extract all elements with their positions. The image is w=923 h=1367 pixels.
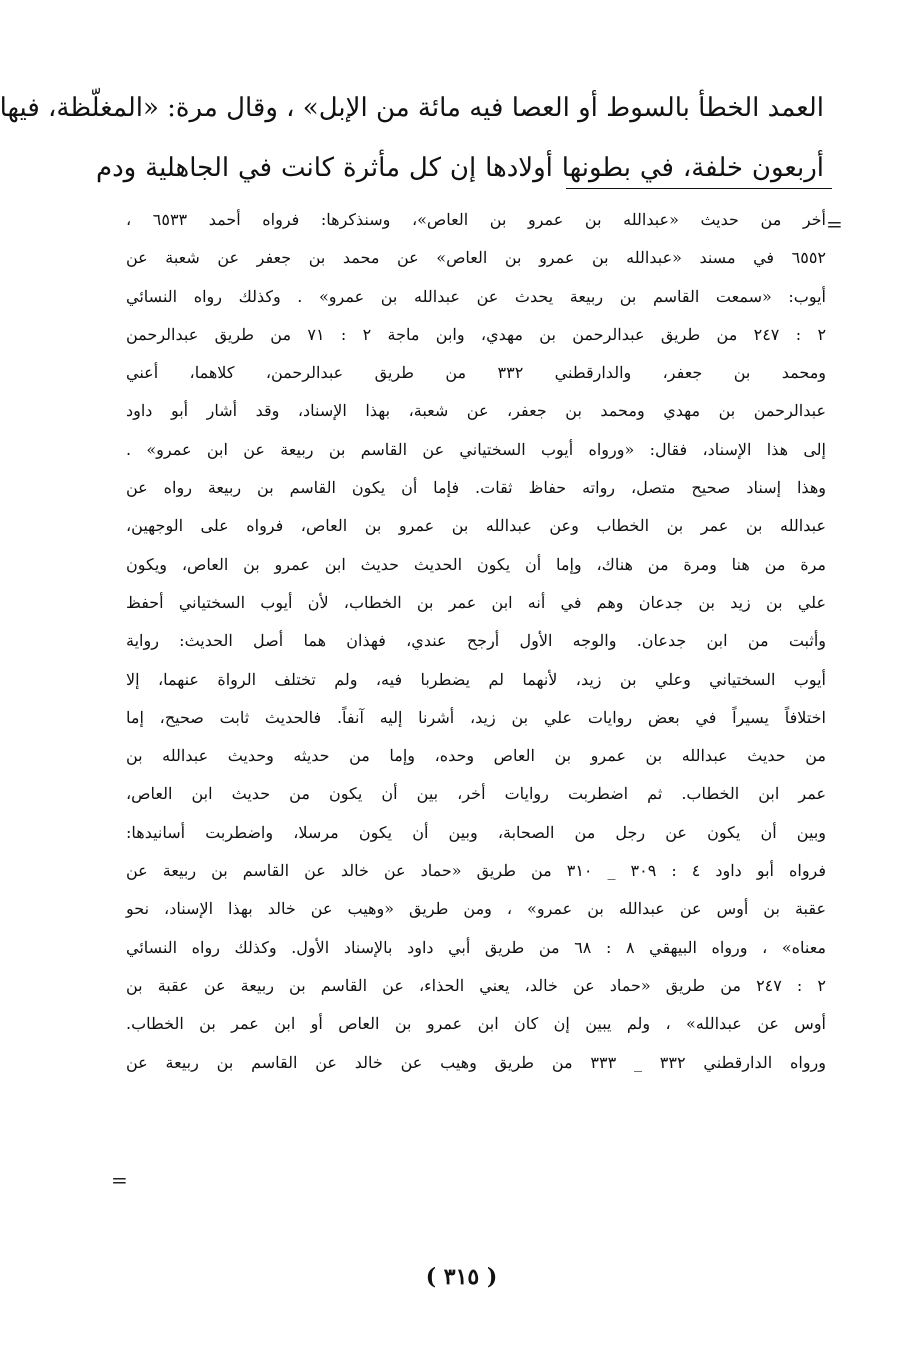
- footnote-line: من حديث عبدالله بن عمرو بن العاص وحده، وإما من حديثه وحديث عبدالله بن: [126, 746, 826, 766]
- footnote-line: عبدالله بن عمر بن الخطاب وعن عبدالله بن عمرو بن العاص، فرواه على الوجهين،: [126, 516, 826, 536]
- footnote-line: وبين أن يكون عن رجل من الصحابة، وبين أن يكون مرسلا، واضطربت أسانيدها:: [126, 822, 826, 842]
- footnote-line: عقبة بن أوس عن عبدالله بن عمرو» ، ومن طريق «وهيب عن خالد بهذا الإسناد، نحو: [126, 899, 826, 919]
- footnote-line: ٢ : ٢٤٧ من طريق عبدالرحمن بن مهدي، وابن ماجة ٢ : ٧١ من طريق عبدالرحمن: [126, 324, 827, 344]
- footnote-line: معناه» ، ورواه البيهقي ٨ : ٦٨ من طريق أبي داود بالإسناد الأول. وكذلك رواه النسائي: [126, 937, 827, 957]
- footnote-line: وهذا إسناد صحيح متصل، رواته حفاظ ثقات. فإما أن يكون القاسم بن ربيعة رواه عن: [126, 478, 826, 498]
- footnote-line: اختلافاً يسيراً في بعض روايات علي بن زيد، أشرنا إليه آنفاً. فالحديث ثابت صحيح، إما: [126, 707, 826, 727]
- footnote-line: عبدالرحمن بن مهدي ومحمد بن جعفر، عن شعبة، بهذا الإسناد، وقد أشار أبو داود: [126, 401, 826, 421]
- footnote-line: ورواه الدارقطني ٣٣٢ _ ٣٣٣ من طريق وهيب عن خالد عن القاسم بن ربيعة عن: [126, 1052, 827, 1072]
- main-text-line: العمد الخطأ بالسوط أو العصا فيه مائة من الإبل» ، وقال مرة: «المغلّظة، فيها: [0, 93, 824, 123]
- footnote-line: وأثبت من ابن جدعان. والوجه الأول أرجح عندي، فهذان هما أصل الحديث: رواية: [126, 631, 826, 651]
- footnote-separator: [566, 188, 832, 189]
- footnote-line: ٢ : ٢٤٧ من طريق «حماد عن خالد، يعني الحذاء، عن القاسم بن ربيعة عن عقبة بن: [126, 975, 826, 995]
- main-text-block: [0, 78, 824, 198]
- main-text-line: أربعون خلفة، في بطونها أولادها إن كل مأثرة كانت في الجاهلية ودم: [96, 153, 824, 183]
- continuation-mark-bottom: =: [111, 1168, 128, 1192]
- footnote-line: ومحمد بن جعفر، والدارقطني ٣٣٢ من طريق عبدالرحمن، كلاهما، أعني: [126, 363, 827, 383]
- footnote-line: ٦٥٥٢ في مسند «عبدالله بن عمرو بن العاص» عن محمد بن جعفر عن شعبة عن: [126, 248, 826, 268]
- footnote-line: مرة من هنا ومرة من هناك، وإما أن يكون الحديث حديث ابن عمرو بن العاص، ويكون: [126, 554, 826, 574]
- footnote-line: أخر من حديث «عبدالله بن عمرو بن العاص»، وسنذكرها: فرواه أحمد ٦٥٣٣ ،: [126, 210, 827, 229]
- footnote-line: أيوب: «سمعت القاسم بن ربيعة يحدث عن عبدالله بن عمرو» . وكذلك رواه النسائي: [126, 286, 826, 306]
- footnote-line: علي بن زيد بن جدعان وهم في أنه ابن عمر بن الخطاب، لأن أيوب السختياني أحفظ: [126, 592, 827, 612]
- footnote-line: فرواه أبو داود ٤ : ٣٠٩ _ ٣١٠ من طريق «حماد عن خالد عن القاسم بن ربيعة عن: [126, 861, 827, 881]
- footnote-line: عمر ابن الخطاب. ثم اضطربت روايات أخر، بين أن يكون من حديث ابن العاص،: [126, 784, 826, 804]
- page-number: ( ٣١٥ ): [425, 1264, 498, 1290]
- footnote-line: إلى هذا الإسناد، فقال: «ورواه أيوب السختياني عن القاسم بن ربيعة عن ابن عمرو» .: [126, 439, 826, 459]
- footnote-line: أيوب السختياني وعلي بن زيد، لأنهما لم يضطربا فيه، ولم تختلف الرواة عنهما، إلا: [126, 669, 826, 689]
- footnote-block: [126, 201, 826, 1082]
- footnote-line: أوس عن عبدالله» ، ولم يبين إن كان ابن عمرو بن العاص أو ابن عمر بن الخطاب.: [126, 1014, 826, 1034]
- continuation-mark-top: =: [826, 212, 843, 236]
